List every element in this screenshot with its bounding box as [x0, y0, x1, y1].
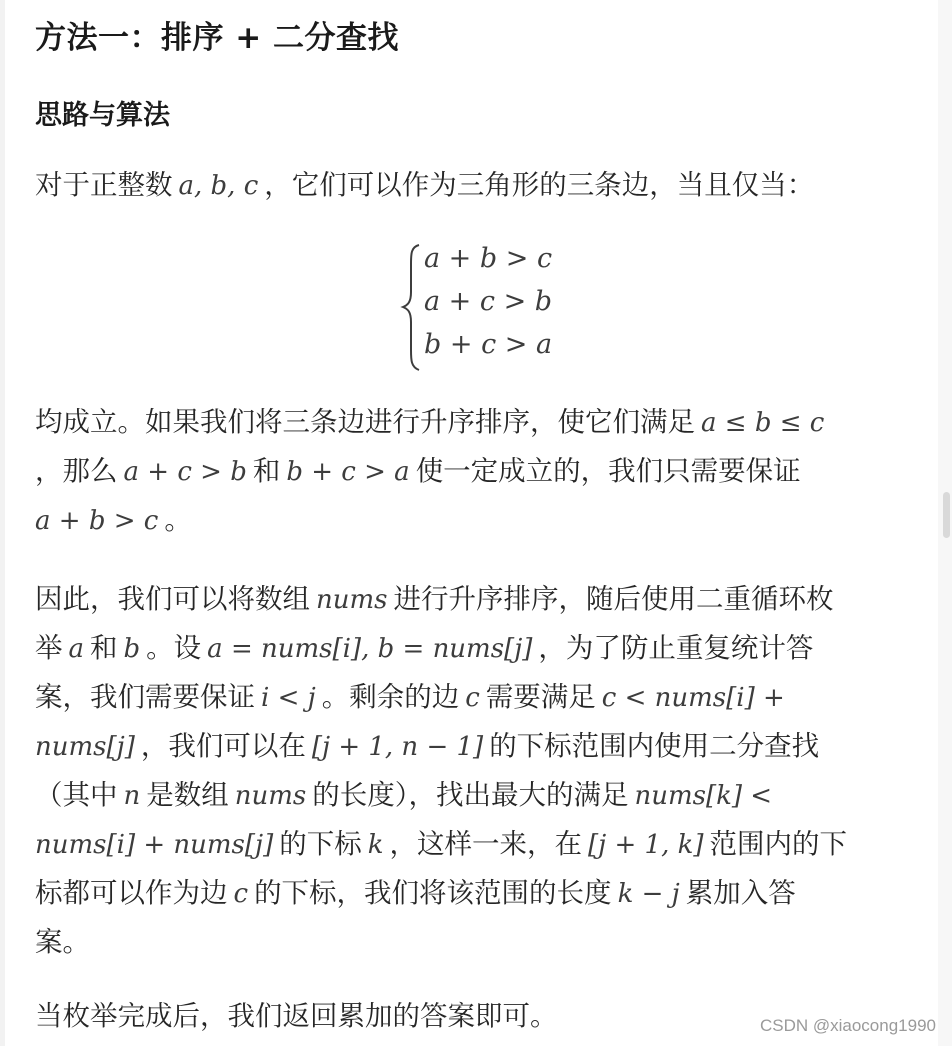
paragraph-algorithm-line-7: [35, 874, 796, 913]
paragraph-condition: [35, 166, 814, 205]
left-brace: [400, 240, 424, 375]
math-inline: a, b, c: [178, 171, 259, 201]
scrollbar-track[interactable]: [938, 0, 952, 1046]
paragraph-algorithm-line-6: [35, 825, 847, 864]
text: 和: [90, 632, 118, 664]
text: ，这样一来，在: [389, 828, 583, 860]
text: 案。: [35, 926, 90, 958]
paragraph-algorithm-line-5: [35, 776, 778, 815]
paragraph-algorithm-line-2: [35, 629, 813, 668]
math-inline: c: [233, 879, 249, 909]
text: 对于正整数: [35, 169, 173, 201]
text: 范围内的下: [709, 828, 848, 860]
text: 使一定成立的，我们只需要保证: [415, 455, 801, 487]
section-heading: 方法一：排序 + 二分查找: [35, 20, 400, 56]
text: 均成立。如果我们将三条边进行升序排序，使它们满足: [35, 406, 695, 438]
text: 举: [35, 632, 63, 664]
csdn-watermark: CSDN @xiaocong1990: [759, 1016, 936, 1035]
math-inline: [j + 1, n − 1]: [311, 732, 484, 762]
text: 。剩余的边: [321, 681, 460, 713]
math-inline: nums[k] <: [634, 781, 773, 811]
math-inline: nums: [316, 585, 388, 615]
math-inline: nums[i] + nums[j]: [35, 830, 274, 860]
math-inline: nums[j]: [35, 732, 135, 762]
left-border: [0, 0, 5, 1046]
inequality-2: a + c > b: [424, 286, 553, 317]
math-inline: i < j: [261, 683, 316, 713]
text: 需要满足: [485, 681, 596, 713]
text: 的下标范围内使用二分查找: [489, 730, 820, 762]
text: 。: [164, 504, 192, 536]
math-inline: c < nums[i] +: [601, 683, 785, 713]
paragraph-algorithm-line-3: [35, 678, 791, 717]
paragraph-algorithm: [35, 580, 834, 619]
paragraph-algorithm-line-8: [35, 923, 90, 961]
text: ，我们可以在: [140, 730, 306, 762]
text: 的下标，我们将该范围的长度: [254, 877, 612, 909]
text: 的下标: [279, 828, 362, 860]
text: 是数组: [146, 779, 229, 811]
paragraph-sorting-line-3: [35, 501, 192, 540]
inequality-1: a + b > c: [424, 243, 553, 274]
math-inline: k − j: [617, 879, 680, 909]
paragraph-algorithm-line-4: [35, 727, 819, 766]
math-inline: a + b > c: [35, 506, 159, 536]
scrollbar-thumb[interactable]: [943, 492, 950, 538]
text: 的长度），找出最大的满足: [312, 779, 629, 811]
paragraph-sorting-line-2: [35, 452, 801, 491]
math-inline: k: [367, 830, 384, 860]
text: ，为了防止重复统计答: [538, 632, 814, 664]
math-inline: b + c > a: [286, 457, 410, 487]
text: 因此，我们可以将数组: [35, 583, 310, 615]
text: 案，我们需要保证: [35, 681, 255, 713]
math-inline: a + c > b: [123, 457, 247, 487]
math-inline: nums: [234, 781, 307, 811]
math-inline: a = nums[i], b = nums[j]: [207, 634, 533, 664]
text: （其中: [35, 779, 118, 811]
math-inline: a ≤ b ≤ c: [701, 408, 825, 438]
math-inline: b: [123, 634, 141, 664]
text: 标都可以作为边: [35, 877, 228, 909]
inequality-3: b + c > a: [424, 329, 553, 360]
math-inline: n: [123, 781, 141, 811]
math-inline: c: [465, 683, 480, 713]
text: 和: [252, 455, 281, 487]
paragraph-sorting: [35, 403, 830, 442]
text: 。设: [146, 632, 202, 664]
math-inline: [j + 1, k]: [588, 830, 704, 860]
text: 当枚举完成后，我们返回累加的答案即可。: [35, 1000, 558, 1032]
text: 进行升序排序，随后使用二重循环枚: [393, 583, 834, 615]
text: ，它们可以作为三角形的三条边，当且仅当：: [264, 169, 815, 201]
text: ，那么: [35, 455, 118, 487]
text: 累加入答: [685, 877, 796, 909]
paragraph-conclusion: [35, 997, 558, 1035]
subsection-heading: 思路与算法: [35, 100, 170, 131]
math-inline: a: [68, 634, 85, 664]
inequality-system: [400, 240, 600, 375]
